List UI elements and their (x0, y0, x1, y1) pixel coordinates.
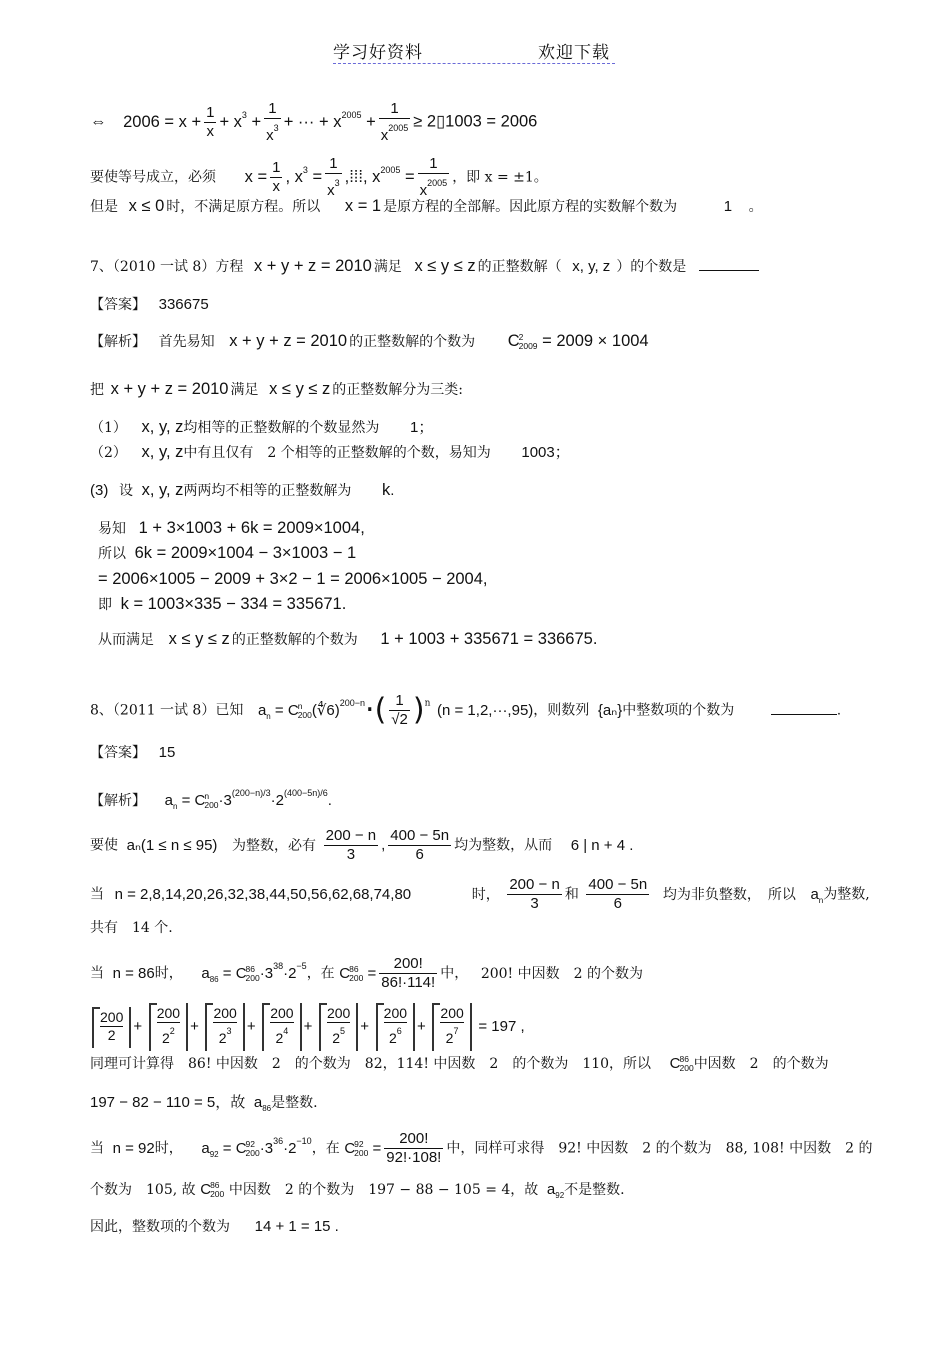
header-divider (333, 63, 615, 64)
question-7-stem: 7、（2010 一试 8）方程 x + y + z = 2010 满足 x ≤ y ≤ z 的正整数解（ x, y, z ）的个数是 (90, 256, 759, 277)
question-8-when: 当 n = 2,8,14,20,26,32,38,44,50,56,62,68,74,80 时， $\frac{200 - n}{3}$ 和 $\frac{400 - 5n}{6}$ 均为非负整数， 所以 $a_n$为整数, (90, 876, 870, 912)
derivation-4: 即 k = 1003×335 − 334 = 335671. (98, 595, 347, 613)
question-8-count: 共有 14 个. (90, 920, 173, 936)
answer-blank-8 (771, 700, 837, 715)
question-8-n86: 当 n = 86时， $a_{86} = C86$ $200\cdot 3^{38}\cdot 2^{-5}$，在 C86 200 = $\frac{200!}{86!\cdot 114!}$ 中， 200! 中因数 2 的个数为 (90, 955, 643, 991)
question-8-answer: 【答案】 15 (90, 744, 176, 761)
question-8-stem: 8、（2011 一试 8）已知 $a_n = Cn$ 200(∜6)$^{200-n}$·( $\frac{1}{√2}$ )$^n$ (n = 1,2,···,95)，则数列 {aₙ}中整数项的个数为 . (90, 692, 842, 728)
question-8-conclusion: 因此，整数项的个数为 14 + 1 = 15 . (90, 1218, 339, 1235)
derivation-2: 所以 6k = 2009×1004 − 3×1003 − 1 (98, 544, 357, 562)
derivation-1: 易知 1 + 3×1003 + 6k = 2009×1004, (98, 519, 365, 537)
question-7-answer: 【答案】 336675 (90, 296, 209, 313)
question-8-need: 要使 aₙ(1 ≤ n ≤ 95) 为整数，必有 $\frac{200 - n}{3}$ , $\frac{400 - 5n}{6}$ 均为整数，从而 6 | n + 4 . (90, 827, 634, 863)
equation-line-1: ⇔ 2006 = x + $\frac{1}{x}$ + $x^3$ + $\frac{1}{x^3}$ + ··· + $x^{2005}$ + $\frac{1}{x^{2005}}$ ≥ 2▯1003 = 2006 (90, 100, 538, 144)
question-8-analysis-1: 【解析】 $a_n = Cn$ $200\cdot 3^{(200-n)/3}\cdot 2^{(400-5n)/6}$. (90, 788, 332, 811)
question-8-n92: 当 n = 92时， $a_{92} = C92$ $200\cdot 3^{36}\cdot 2^{-10}$，在 C92 200 = $\frac{200!}{92!\cdot 108!}$ 中，同样可求得 92! 中因数 2 的个数为 88, 108! 中因数 2 的 (90, 1130, 873, 1166)
case-1: （1） x, y, z均相等的正整数解的个数显然为 1； (90, 418, 434, 436)
question-7-final: 从而满足 x ≤ y ≤ z 的正整数解的个数为 1 + 1003 + 335671 = 336675. (98, 630, 598, 648)
floor-sum-line: 200 2 + 200 $2^2$ + 200 $2^3$ + 200 $2^4$ + 200 $2^5$ + 200 $2^6$ + 200 $2^7$ = 197 , (90, 1003, 525, 1051)
equiv-symbol: ⇔ (90, 112, 107, 131)
question-7-split: 把 x + y + z = 2010 满足 x ≤ y ≤ z 的正整数解分为三类: (90, 380, 464, 398)
derivation-3: = 2006×1005 − 2009 + 3×2 − 1 = 2006×1005 − 2004, (98, 570, 488, 588)
question-8-similar: 同理可计算得 86! 中因数 2 的个数为 82，114! 中因数 2 的个数为 110，所以 C86 200中因数 2 的个数为 (90, 1054, 829, 1074)
header-left: 学习好资料 (333, 43, 423, 63)
condition-line: 要使等号成立，必须 x = $\frac{1}{x}$ , $x^3$ = $\frac{1}{x^3}$ ,⁞⁞⁞, $x^{2005}$ = $\frac{1}{x^{2005}}$ ，即 x = ±1。 (90, 155, 548, 199)
question-8-res86: 197 − 82 − 110 = 5，故 $a_{86}$是整数. (90, 1094, 318, 1113)
header-right: 欢迎下载 (538, 43, 610, 63)
case-3: (3) 设 x, y, z两两均不相等的正整数解为 k. (90, 481, 395, 499)
conclusion-line-p6: 但是 x ≤ 0 时，不满足原方程。所以 x = 1 是原方程的全部解。因此原方程的实数解个数为 1 。 (90, 197, 763, 215)
question-7-analysis-1: 【解析】 首先易知 x + y + z = 2010 的正整数解的个数为 C2 2009 = 2009 × 1004 (90, 331, 649, 351)
question-8-res92: 个数为 105, 故 C86 200 中因数 2 的个数为 197 − 88 − 105 = 4，故 $a_{92}$不是整数. (90, 1180, 625, 1200)
case-2: （2） x, y, z中有且仅有 2 个相等的正整数解的个数，易知为 1003； (90, 443, 570, 461)
answer-blank (699, 256, 759, 271)
